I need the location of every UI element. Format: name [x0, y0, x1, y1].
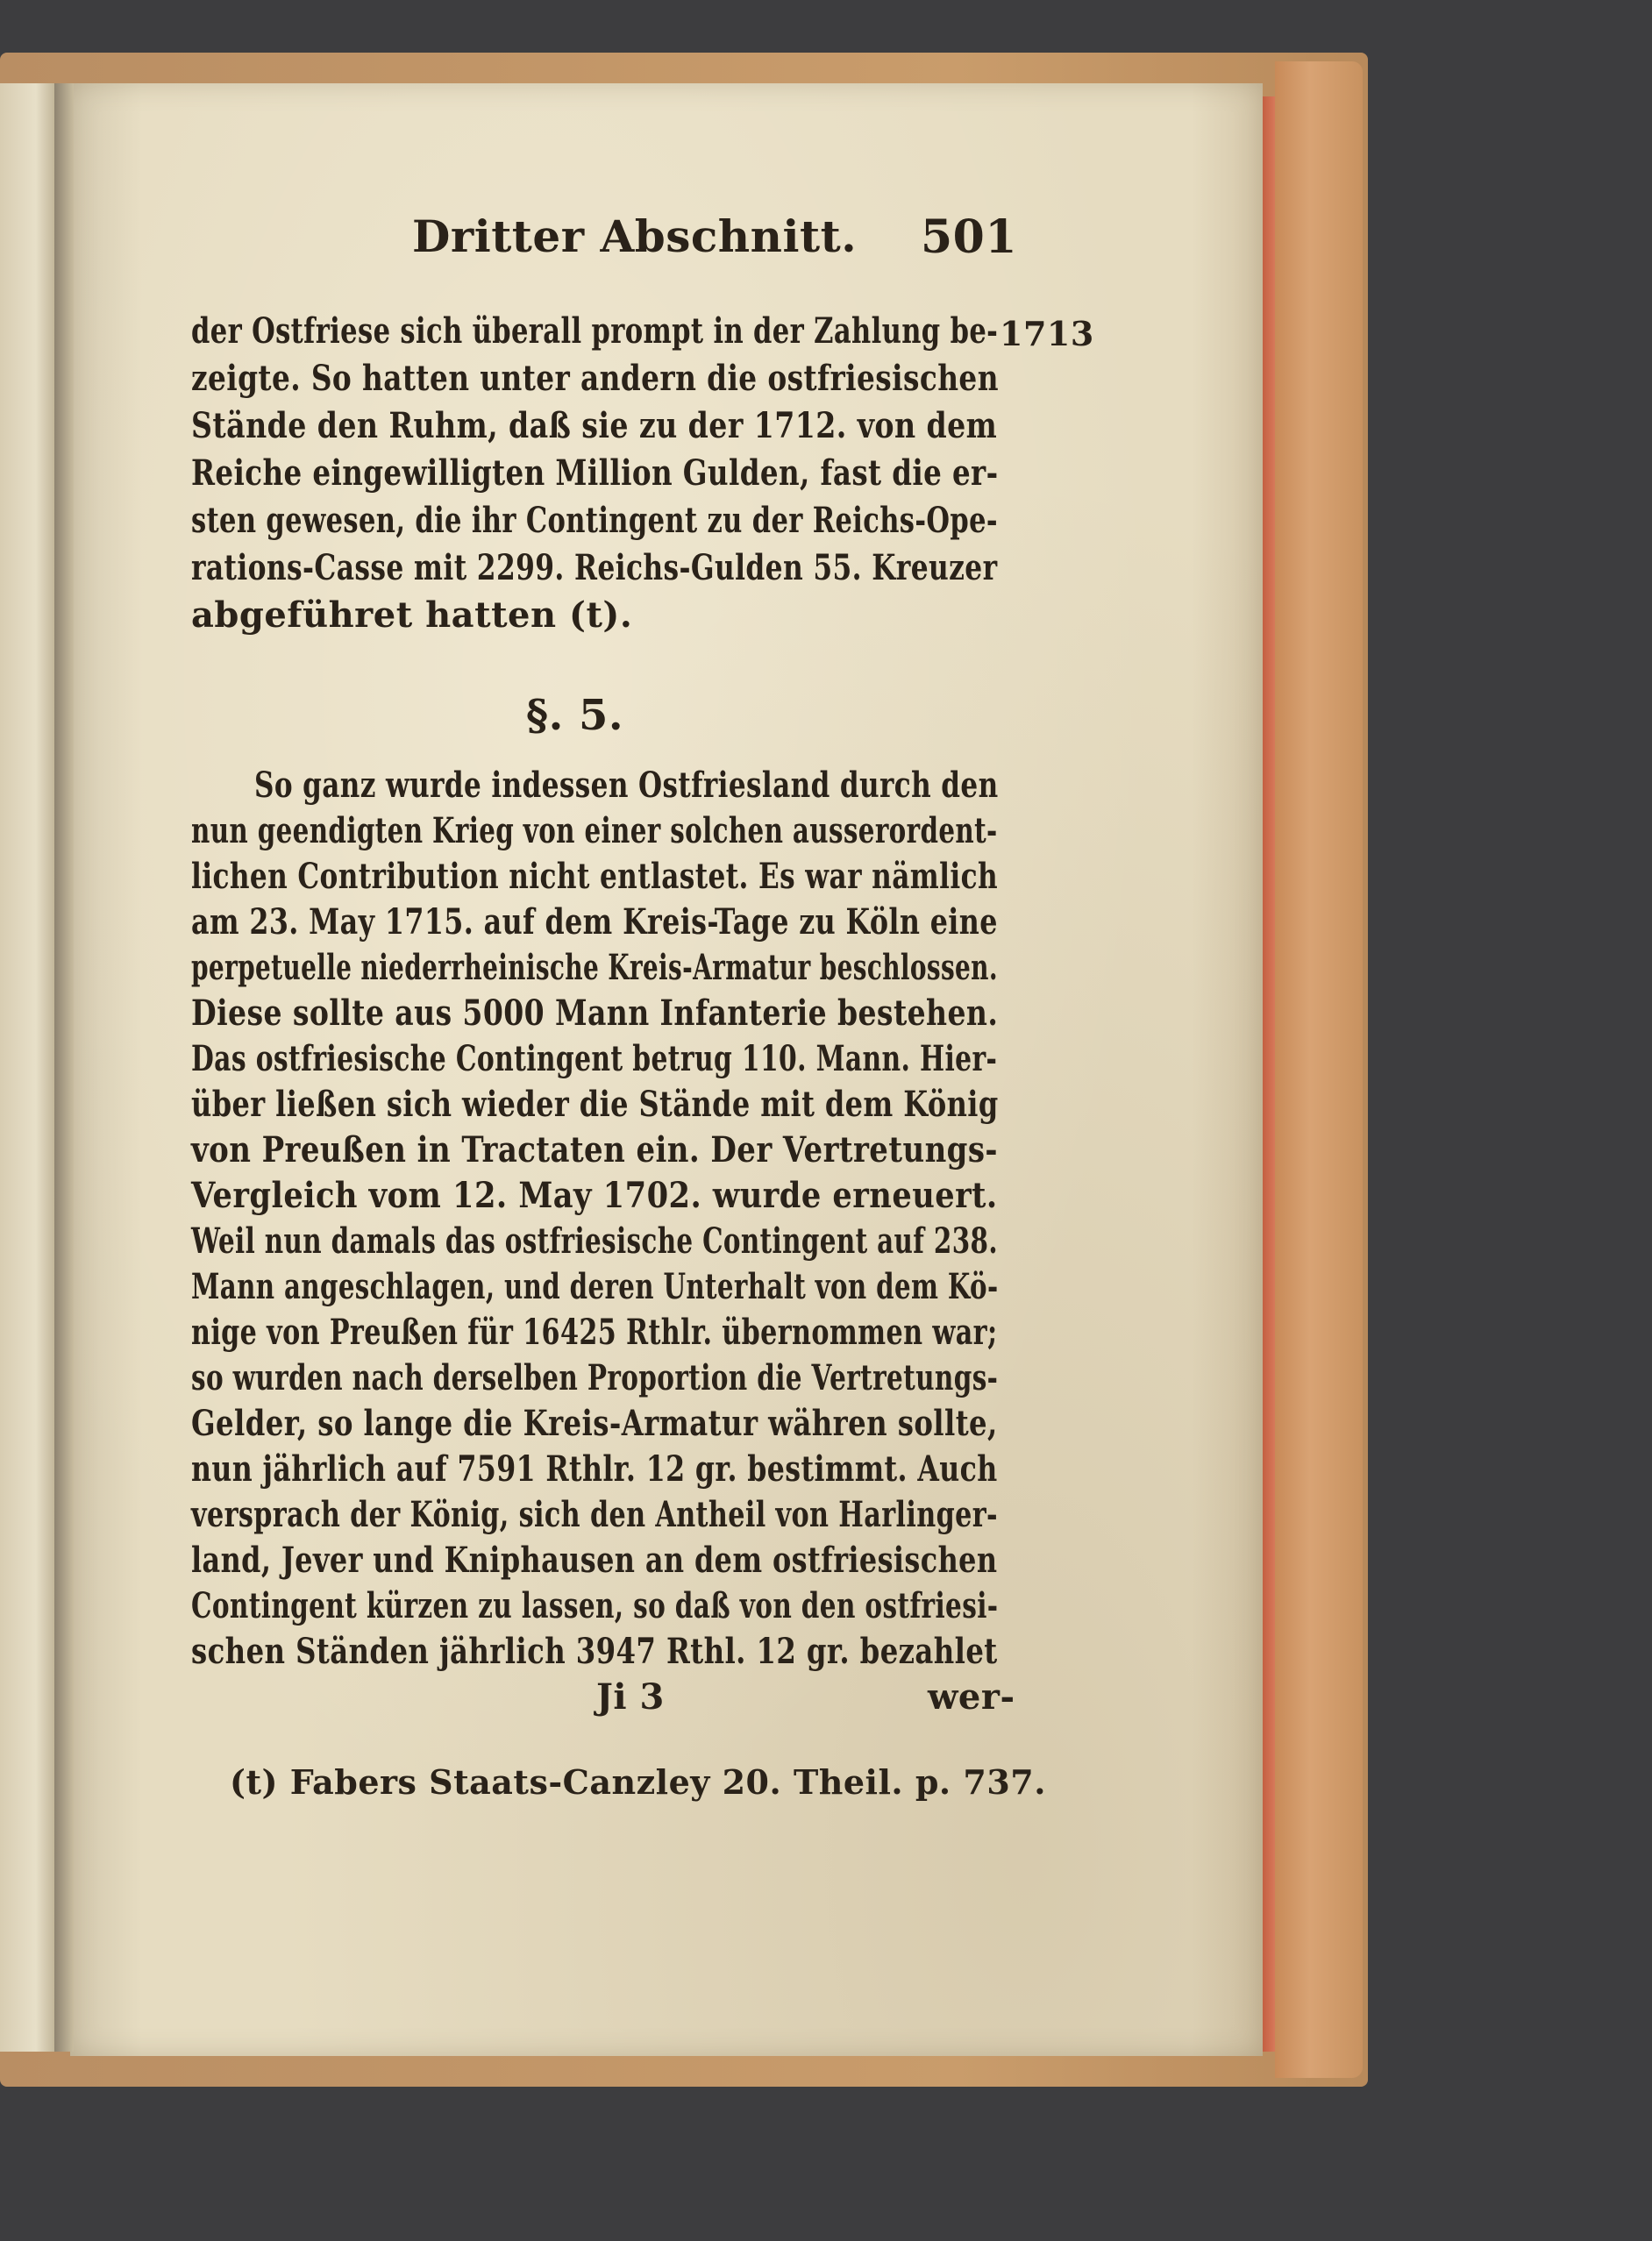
text-line: Reiche eingewilligten Million Gulden, fast die er- [191, 452, 999, 494]
text-line: abgeführet hatten (t). [191, 594, 633, 636]
text-line: nun geendigten Krieg von einer solchen ausserordent- [191, 810, 998, 851]
text-line: rations-Casse mit 2299. Reichs-Gulden 55. Kreuzer [191, 547, 998, 588]
text-line: Diese sollte aus 5000 Mann Infanterie bestehen. [191, 992, 999, 1034]
margin-year-note: 1713 [1000, 314, 1094, 353]
running-head: Dritter Abschnitt. [412, 210, 858, 262]
facing-page-edge [0, 83, 60, 2052]
catchword: wer- [928, 1676, 1015, 1718]
text-line: So ganz wurde indessen Ostfriesland durch den [254, 765, 999, 806]
text-line: der Ostfriese sich überall prompt in der Zahlung be- [191, 310, 999, 352]
red-page-edge [1263, 96, 1275, 2052]
text-line: lichen Contribution nicht entlastet. Es war nämlich [191, 856, 998, 897]
text-line: Weil nun damals das ostfriesische Contingent auf 238. [191, 1220, 998, 1262]
text-line: von Preußen in Tractaten ein. Der Vertretungs- [191, 1129, 998, 1170]
footnote: (t) Fabers Staats-Canzley 20. Theil. p. 737. [230, 1762, 1046, 1802]
text-line: Contingent kürzen zu lassen, so daß von den ostfriesi- [191, 1585, 999, 1626]
signature-mark: Ji 3 [596, 1676, 665, 1718]
page-gutter [54, 83, 74, 2052]
text-line: Vergleich vom 12. May 1702. wurde erneuert. [191, 1175, 998, 1216]
text-line: über ließen sich wieder die Stände mit dem König [191, 1084, 999, 1125]
text-line: perpetuelle niederrheinische Kreis-Armatur beschlossen. [191, 947, 998, 988]
text-line: versprach der König, sich den Antheil von Harlinger- [191, 1494, 998, 1535]
text-line: nige von Preußen für 16425 Rthlr. übernommen war; [191, 1312, 998, 1353]
text-line: nun jährlich auf 7591 Rthlr. 12 gr. bestimmt. Auch [191, 1448, 998, 1490]
text-line: schen Ständen jährlich 3947 Rthl. 12 gr. bezahlet [191, 1631, 998, 1672]
text-line: land, Jever und Kniphausen an dem ostfriesischen [191, 1540, 998, 1581]
text-line: so wurden nach derselben Proportion die Vertretungs- [191, 1357, 999, 1398]
text-line: zeigte. So hatten unter andern die ostfriesischen [191, 358, 999, 399]
section-heading: §. 5. [526, 691, 624, 740]
page-number: 501 [921, 210, 1018, 264]
text-line: Stände den Ruhm, daß sie zu der 1712. von dem [191, 405, 998, 446]
text-line: Mann angeschlagen, und deren Unterhalt von dem Kö- [191, 1266, 999, 1307]
text-line: am 23. May 1715. auf dem Kreis-Tage zu Köln eine [191, 901, 998, 943]
text-line: Gelder, so lange die Kreis-Armatur währen sollte, [191, 1403, 998, 1444]
cover-edge [1275, 61, 1363, 2078]
text-line: Das ostfriesische Contingent betrug 110. Mann. Hier- [191, 1038, 998, 1079]
text-line: sten gewesen, die ihr Contingent zu der Reichs-Ope- [191, 500, 998, 541]
